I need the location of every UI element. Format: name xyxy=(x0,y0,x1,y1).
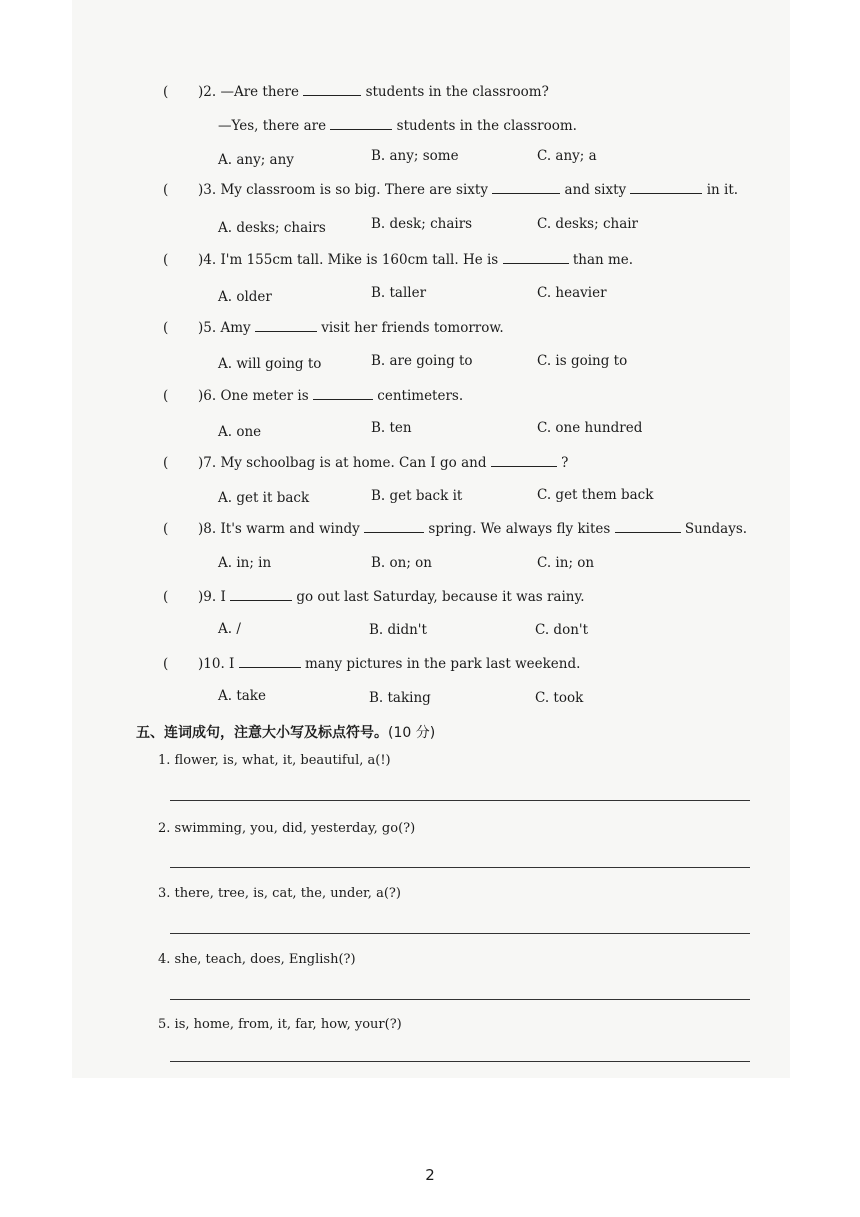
option-a[interactable]: A. desks; chairs xyxy=(218,220,326,236)
option-b[interactable]: B. desk; chairs xyxy=(371,216,473,232)
answer-paren: ( xyxy=(163,589,169,605)
option-c[interactable]: C. don't xyxy=(535,622,589,638)
answer-blank[interactable] xyxy=(255,321,317,332)
question-text: )10. I xyxy=(198,656,235,672)
sentence-item-3: 3. there, tree, is, cat, the, under, a(?) xyxy=(158,886,401,901)
answer-blank[interactable] xyxy=(330,119,392,130)
answer-paren: ( xyxy=(163,656,169,672)
question-text-mid: and sixty xyxy=(564,182,627,198)
reply-text: —Yes, there are xyxy=(218,118,327,134)
answer-blank[interactable] xyxy=(239,657,301,668)
answer-blank[interactable] xyxy=(615,522,681,533)
option-a[interactable]: A. one xyxy=(218,424,262,440)
option-b[interactable]: B. ten xyxy=(371,420,412,436)
option-c[interactable]: C. one hundred xyxy=(537,420,643,436)
answer-blank[interactable] xyxy=(303,85,361,96)
question-text-end: than me. xyxy=(572,252,634,268)
option-a[interactable]: A. take xyxy=(218,688,266,704)
option-a[interactable]: A. get it back xyxy=(218,490,310,506)
option-a[interactable]: A. / xyxy=(218,621,241,637)
option-a[interactable]: A. older xyxy=(218,289,272,305)
answer-paren: ( xyxy=(163,84,169,100)
answer-paren: ( xyxy=(163,521,169,537)
sentence-item-4: 4. she, teach, does, English(?) xyxy=(158,952,356,967)
answer-line-3[interactable] xyxy=(170,933,750,934)
option-b[interactable]: B. any; some xyxy=(371,148,459,164)
option-c[interactable]: C. in; on xyxy=(537,555,595,571)
answer-blank[interactable] xyxy=(230,590,292,601)
question-text-end: many pictures in the park last weekend. xyxy=(304,656,581,672)
answer-line-5[interactable] xyxy=(170,1061,750,1062)
answer-blank[interactable] xyxy=(503,253,569,264)
answer-line-1[interactable] xyxy=(170,800,750,801)
question-text: )3. My classroom is so big. There are sixty xyxy=(198,182,488,198)
option-b[interactable]: B. taller xyxy=(371,285,427,301)
answer-blank[interactable] xyxy=(630,183,702,194)
option-c[interactable]: C. heavier xyxy=(537,285,607,301)
question-text-end: students in the classroom? xyxy=(365,84,549,100)
option-a[interactable]: A. in; in xyxy=(218,555,272,571)
answer-blank[interactable] xyxy=(492,183,560,194)
question-text: )4. I'm 155cm tall. Mike is 160cm tall. He is xyxy=(198,252,499,268)
question-text-end: in it. xyxy=(706,182,739,198)
question-text: )8. It's warm and windy xyxy=(198,521,360,537)
option-b[interactable]: B. taking xyxy=(369,690,431,706)
option-b[interactable]: B. didn't xyxy=(369,622,427,638)
question-text: )9. I xyxy=(198,589,226,605)
option-c[interactable]: C. took xyxy=(535,690,584,706)
section-5-title xyxy=(136,722,435,742)
option-a[interactable]: A. will going to xyxy=(218,356,322,372)
sentence-item-1: 1. flower, is, what, it, beautiful, a(!) xyxy=(158,753,391,768)
answer-blank[interactable] xyxy=(313,389,373,400)
option-c[interactable]: C. desks; chair xyxy=(537,216,639,232)
reply-text-end: students in the classroom. xyxy=(396,118,577,134)
section-5-points: (10 分) xyxy=(388,725,436,741)
option-a[interactable]: A. any; any xyxy=(218,152,294,168)
answer-line-2[interactable] xyxy=(170,867,750,868)
option-c[interactable]: C. get them back xyxy=(537,487,654,503)
sentence-item-5: 5. is, home, from, it, far, how, your(?) xyxy=(158,1017,402,1032)
question-text: )7. My schoolbag is at home. Can I go and xyxy=(198,455,487,471)
option-c[interactable]: C. any; a xyxy=(537,148,597,164)
question-text-mid: spring. We always fly kites xyxy=(428,521,611,537)
question-text-end: visit her friends tomorrow. xyxy=(321,320,504,336)
answer-paren: ( xyxy=(163,455,169,471)
question-text: )2. —Are there xyxy=(198,84,299,100)
answer-paren: ( xyxy=(163,182,169,198)
option-c[interactable]: C. is going to xyxy=(537,353,628,369)
question-text-end: ? xyxy=(561,455,569,471)
question-text-end: Sundays. xyxy=(684,521,748,537)
section-5-heading: 五、连词成句，注意大小写及标点符号。 xyxy=(136,725,388,741)
question-text: )6. One meter is xyxy=(198,388,309,404)
option-b[interactable]: B. get back it xyxy=(371,488,463,504)
question-text-end: go out last Saturday, because it was rainy. xyxy=(296,589,585,605)
answer-paren: ( xyxy=(163,252,169,268)
option-b[interactable]: B. on; on xyxy=(371,555,432,571)
question-text-end: centimeters. xyxy=(377,388,464,404)
answer-blank[interactable] xyxy=(364,522,424,533)
answer-blank[interactable] xyxy=(491,456,557,467)
question-text: )5. Amy xyxy=(198,320,251,336)
sentence-item-2: 2. swimming, you, did, yesterday, go(?) xyxy=(158,821,416,836)
option-b[interactable]: B. are going to xyxy=(371,353,473,369)
answer-line-4[interactable] xyxy=(170,999,750,1000)
page-number: 2 xyxy=(425,1166,435,1184)
answer-paren: ( xyxy=(163,388,169,404)
answer-paren: ( xyxy=(163,320,169,336)
